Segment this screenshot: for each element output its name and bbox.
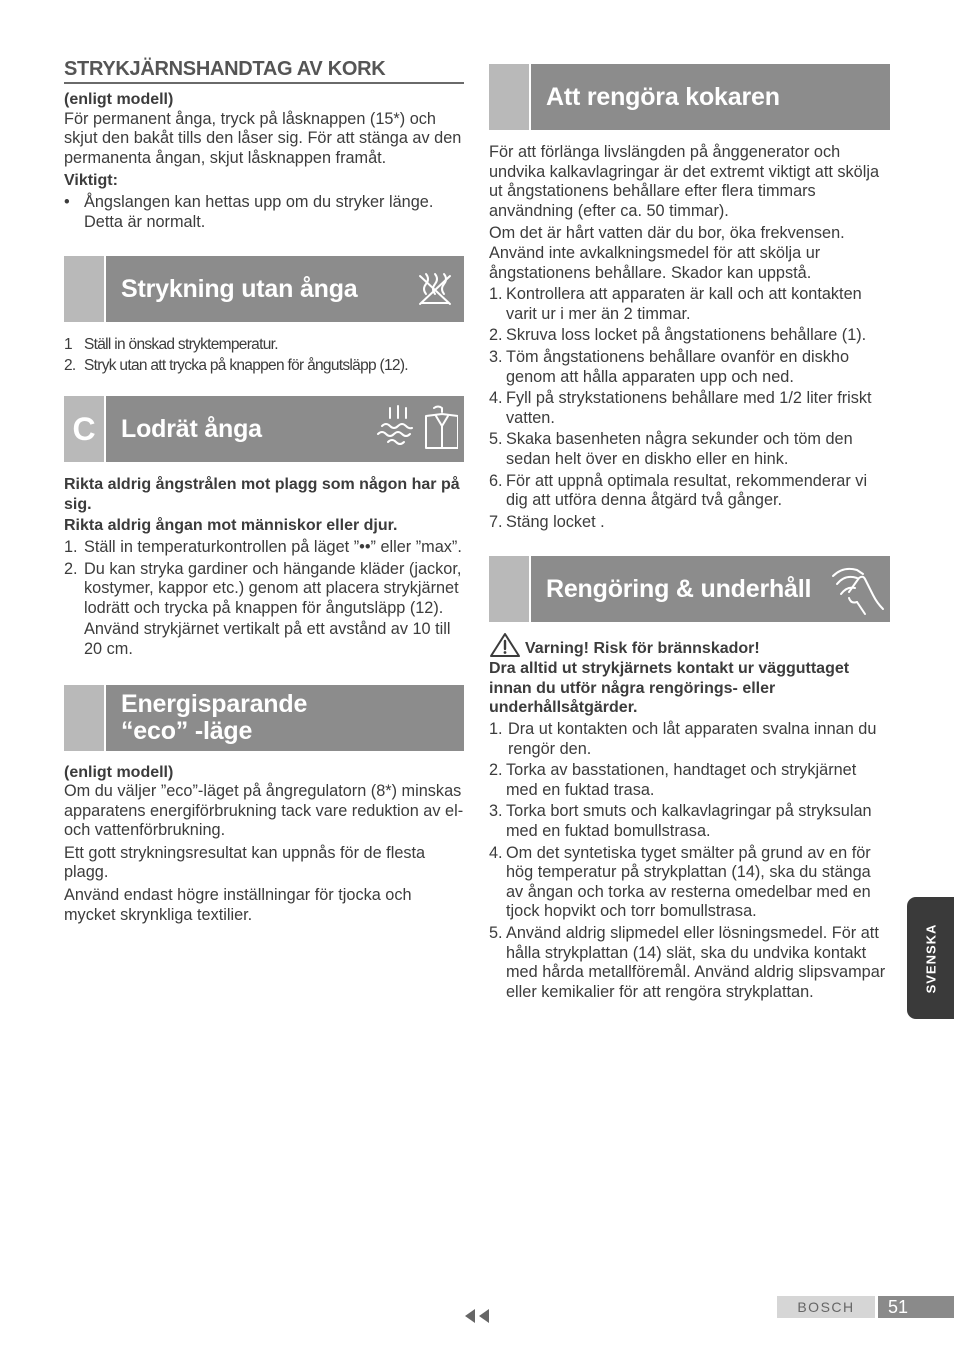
list-item: 3. Torka bort smuts och kalkavlagringar på stryksulan med en fuktad bomullstrasa. (489, 802, 872, 841)
cork-handle-section (64, 58, 464, 232)
language-tab (907, 897, 954, 1019)
cork-model-note: (enligt modell) (64, 91, 174, 108)
list-item: 2. Stryk utan att trycka på knappen för ångutsläpp (12). (64, 357, 408, 375)
right-column (489, 64, 890, 1004)
list-item: 1. Dra ut kontakten och låt apparaten svalna innan du rengör den. (489, 720, 877, 758)
vertical-steps (64, 538, 464, 618)
list-item: 7. Stäng locket . (489, 512, 605, 531)
list-item: 5. Skaka basenheten några sekunder och töm den sedan helt över en diskho eller en hink. (489, 430, 853, 468)
warning-triangle-icon (489, 632, 521, 658)
cork-heading: STRYKJÄRNSHANDTAG AV KORK (64, 58, 464, 84)
list-item: 4. Om det syntetiska tyget smälter på grund av en för hög temperatur på strykplattan (14), ska du stänga av ångan och torka av resterna omedelbar med en tjock hopvikt och torr bomullstrasa. (489, 843, 871, 921)
cork-bullets (64, 193, 464, 232)
vertical-steam-section (64, 396, 464, 659)
banner-tab (489, 556, 531, 622)
boiler-paragraph-2: Om det är hårt vatten där du bor, öka frekvensen. Använd inte avkalkningsmedel för att skölja ur ångstationens behållare. Skador kan uppstå. (489, 224, 845, 282)
vertical-extra: Använd strykjärnet vertikalt på ett avstånd av 10 till 20 cm. (84, 620, 451, 658)
vertical-steam-banner (64, 396, 464, 462)
list-item: 1 Ställ in önskad stryktemperatur. (64, 336, 278, 354)
eco-banner (64, 685, 464, 751)
list-item: 2. Du kan stryka gardiner och hängande kläder (jackor, kostymer, kappor etc.) genom att placera strykjärnet lodrätt och trycka på knappen för ångutsläpp (12). (64, 559, 462, 617)
vertical-steam-icon (374, 404, 458, 452)
left-column (64, 58, 464, 925)
eco-title-line2: “eco” -läge (121, 716, 253, 745)
cork-body: För permanent ånga, tryck på låsknappen (15*) och skjut den bakåt tills den låser sig. För att stänga av den permanenta ångan, skjut låsknappen framåt. (64, 109, 462, 167)
list-item: 2. Torka av basstationen, handtaget och strykjärnet med en fuktad trasa. (489, 761, 857, 799)
footer-brand: BOSCH (777, 1296, 875, 1318)
cork-important-label: Viktigt: (64, 172, 118, 190)
boiler-paragraph-1: För att förlänga livslängden på ånggenerator och undvika kalkavlagringar är det extremt viktigt att skölja ut ångstationens behållare efter flera timmars användning (efter ca. 50 timmar). (489, 143, 880, 220)
eco-model-note: (enligt modell) (64, 763, 174, 781)
vertical-steam-title: Lodrät ånga (121, 414, 262, 443)
care-steps (489, 720, 890, 1002)
no-steam-title: Strykning utan ånga (121, 274, 358, 303)
no-steam-section (64, 256, 464, 375)
care-section (489, 556, 890, 1002)
eco-paragraph-3: Använd endast högre inställningar för tjocka och mycket skrynkliga textilier. (64, 886, 412, 924)
cleaning-hand-icon (827, 562, 887, 618)
list-item: 1. Kontrollera att apparaten är kall och att kontakten varit ur i mer än 2 timmar. (489, 285, 862, 323)
list-item: 5. Använd aldrig slipmedel eller lösningsmedel. För att hålla strykplattan (14) slät, ska du undvika kontakt med hårda metallföremål. Använd aldrig slipsvampar eller kemikalier för att rengöra strykplattan. (489, 924, 886, 1001)
boiler-section (489, 64, 890, 532)
boiler-title: Att rengöra kokaren (546, 82, 780, 111)
no-steam-steps (64, 335, 464, 375)
eco-paragraph-1: Om du väljer ”eco”-läget på ångregulatorn (8*) minskas apparatens energiförbrukning tack vare reduktion av el- och vattenförbrukning. (64, 782, 464, 840)
care-banner (489, 556, 890, 622)
banner-tab (64, 685, 106, 751)
vertical-warning-2: Rikta aldrig ångan mot människor eller djur. (64, 517, 398, 535)
eco-title-line1: Energisparande (121, 689, 308, 718)
care-title: Rengöring & underhåll (546, 574, 812, 603)
no-steam-banner (64, 256, 464, 322)
eco-section (64, 685, 464, 926)
language-tab-label: SVENSKA (923, 923, 939, 993)
vertical-warning-1: Rikta aldrig ångstrålen mot plagg som någon har på sig. (64, 476, 460, 513)
banner-tab (489, 64, 531, 130)
list-item: 6. För att uppnå optimala resultat, rekommenderar vi dig att utföra denna åtgärd två gånger. (489, 471, 868, 510)
boiler-steps (489, 285, 890, 532)
list-item: 1. Ställ in temperaturkontrollen på läget ”••” eller ”max”. (64, 537, 462, 556)
list-item: 2. Skruva loss locket på ångstationens behållare (1). (489, 326, 867, 345)
list-item: 4. Fyll på strykstationens behållare med 1/2 liter friskt vatten. (489, 389, 872, 427)
list-item: • Ångslangen kan hettas upp om du stryker länge. Detta är normalt. (64, 193, 464, 232)
boiler-banner (489, 64, 890, 130)
care-warning-line (489, 632, 890, 658)
banner-tab (64, 256, 106, 322)
care-warning-label: Varning! Risk för brännskador! (525, 639, 760, 657)
page-number: 51 (878, 1296, 954, 1318)
no-steam-icon (416, 270, 454, 308)
eco-title (121, 691, 307, 745)
eco-paragraph-2: Ett gott strykningsresultat kan uppnås för de flesta plagg. (64, 843, 426, 882)
care-warning-body: Dra alltid ut strykjärnets kontakt ur vägguttaget innan du utför några rengörings- eller underhållsåtgärder. (489, 660, 850, 717)
banner-tab-letter: C (64, 396, 106, 462)
back-arrows-icon[interactable] (463, 1308, 491, 1324)
list-item: 3. Töm ångstationens behållare ovanför en diskho genom att hålla apparaten upp och ned. (489, 347, 850, 386)
